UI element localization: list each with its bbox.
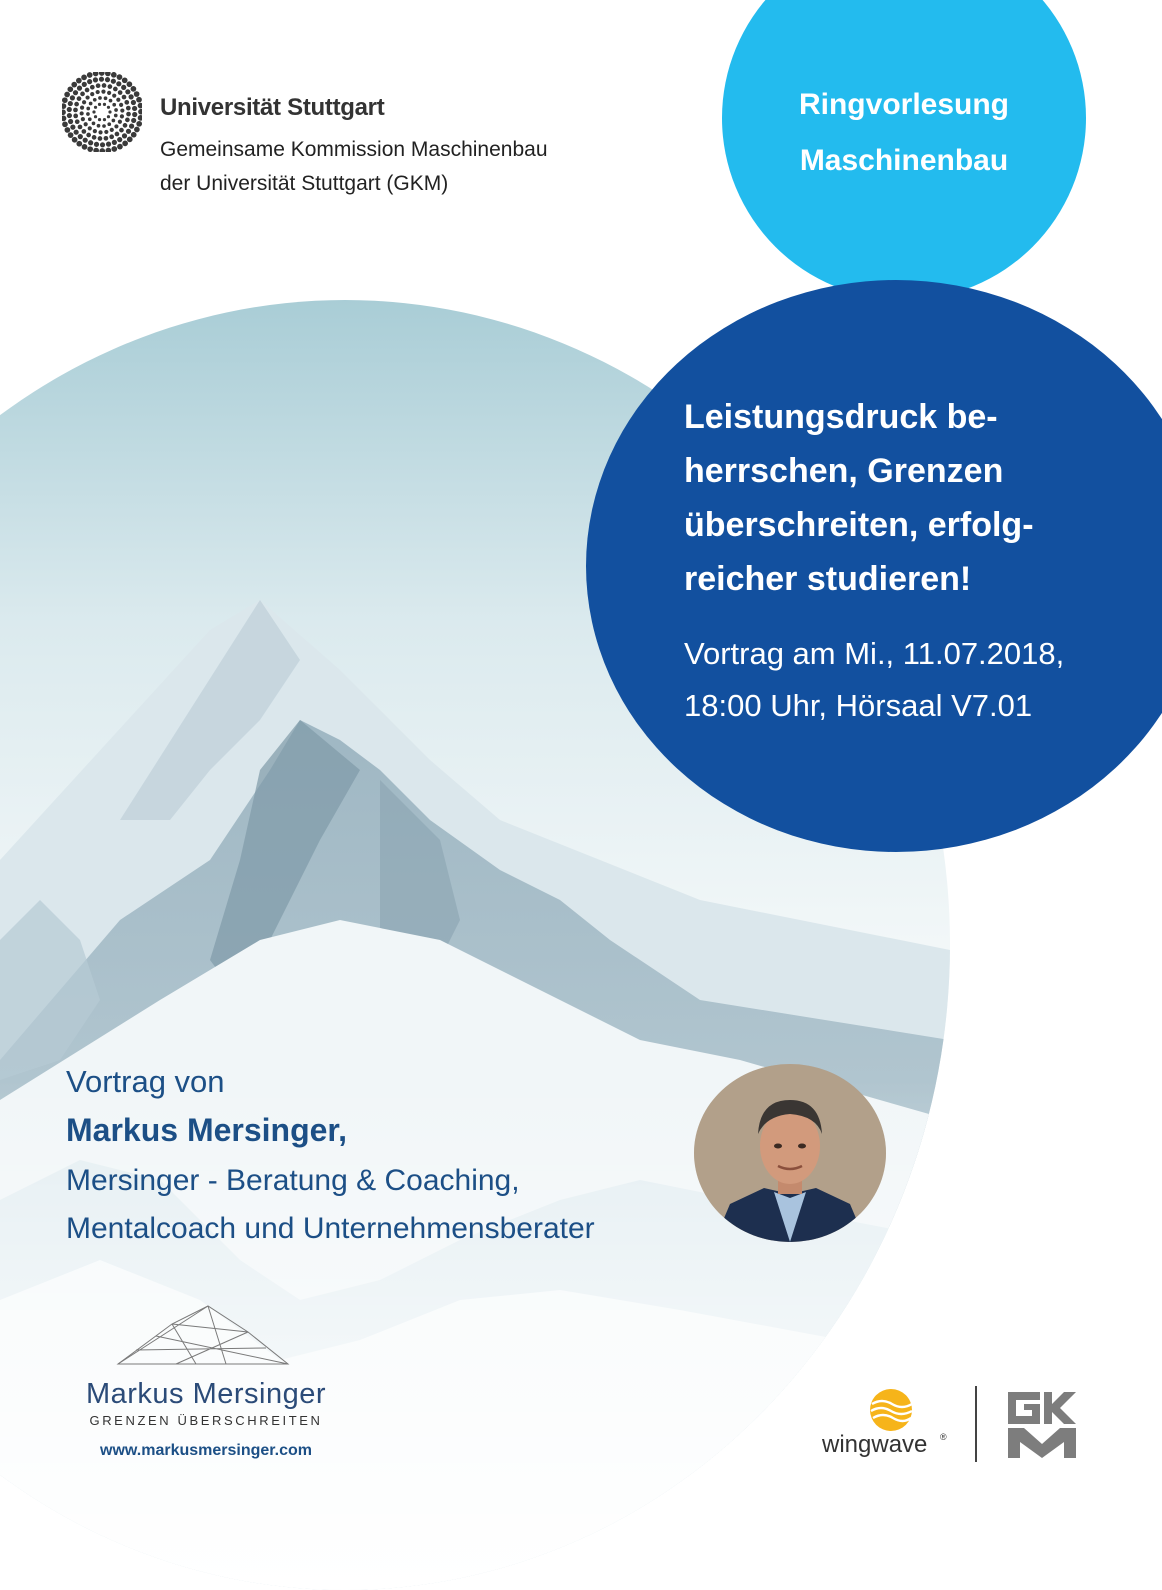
logo-dot <box>109 134 114 139</box>
logo-dot <box>90 92 94 96</box>
logo-dot <box>90 85 95 90</box>
logo-dot <box>111 79 116 84</box>
logo-dot <box>113 87 118 92</box>
logo-dot <box>93 148 99 152</box>
logo-dot <box>86 112 90 116</box>
logo-dot <box>111 72 117 78</box>
logo-dot <box>62 97 68 103</box>
speaker-company: Mersinger - Beratung & Coaching, <box>66 1164 520 1197</box>
logo-dot <box>98 130 102 134</box>
logo-dot <box>81 75 87 81</box>
logo-dot <box>74 130 79 135</box>
logo-dot <box>99 148 105 152</box>
logo-dot <box>134 127 140 133</box>
logo-dot <box>112 94 116 98</box>
logo-dot <box>103 103 106 106</box>
speaker-portrait <box>694 1064 886 1242</box>
logo-dot <box>117 144 123 150</box>
logo-dot <box>62 121 68 127</box>
logo-dot <box>99 72 105 76</box>
talk-date-line-1: Vortrag am Mi., 11.07.2018, <box>684 636 1065 671</box>
logo-dot <box>64 92 70 98</box>
logo-dot <box>78 134 83 139</box>
logo-dot <box>93 129 97 133</box>
logo-dot <box>97 124 101 128</box>
logo-dot <box>126 129 131 134</box>
logo-dot <box>82 100 86 104</box>
logo-dot <box>104 96 108 100</box>
logo-dot <box>118 90 123 95</box>
logo-dot <box>122 141 128 147</box>
logo-dot <box>125 89 130 94</box>
logo-dot <box>127 81 133 87</box>
logo-dot <box>138 115 142 121</box>
logo-dot <box>77 96 82 101</box>
logo-dot <box>138 103 142 109</box>
logo-dot <box>62 103 66 109</box>
logo-dot <box>70 125 75 130</box>
logo-dot <box>101 90 105 94</box>
logo-dot <box>106 142 111 147</box>
logo-dot <box>120 114 124 118</box>
logo-dot <box>98 136 103 141</box>
logo-dot <box>68 132 74 138</box>
logo-dot <box>136 97 142 103</box>
wingwave-sun-icon <box>868 1388 914 1432</box>
logo-dot <box>74 102 79 107</box>
logo-dot <box>88 117 92 121</box>
logo-dot <box>62 109 66 115</box>
logo-dot <box>68 119 73 124</box>
series-title-line-1: Ringvorlesung <box>798 88 1009 121</box>
logo-dot <box>86 107 90 111</box>
gkm-logo <box>1006 1390 1078 1460</box>
speaker-role: Mentalcoach und Unternehmensberater <box>66 1212 595 1245</box>
logo-dot <box>112 119 116 123</box>
logo-dot <box>107 91 111 95</box>
logo-dot <box>117 74 123 80</box>
logo-dot <box>114 124 118 128</box>
logo-dot <box>93 98 97 102</box>
logo-dot <box>129 94 134 99</box>
logo-dot <box>119 128 124 133</box>
logo-dot <box>93 77 98 82</box>
talk-title-line-1: Leistungsdruck be- <box>684 398 998 436</box>
series-title-line-2: Maschinenbau <box>799 144 1009 177</box>
logo-dot <box>132 106 137 111</box>
logo-dot <box>111 146 117 152</box>
footer-divider <box>975 1386 977 1462</box>
logo-dot <box>119 103 123 107</box>
logo-dot <box>77 86 82 91</box>
logo-dot <box>114 114 118 118</box>
logo-dot <box>89 102 93 106</box>
logo-dot <box>108 110 111 113</box>
logo-dot <box>82 144 88 150</box>
logo-dot <box>94 115 97 118</box>
logo-dot <box>67 86 73 92</box>
logo-dot <box>92 110 95 113</box>
university-name: Universität Stuttgart <box>160 94 385 121</box>
talk-title-line-2: herrschen, Grenzen <box>684 452 1004 490</box>
logo-dot <box>72 137 78 143</box>
logo-dot <box>122 95 127 100</box>
logo-dot <box>82 129 87 134</box>
logo-dot <box>96 83 101 88</box>
logo-dot <box>62 116 66 122</box>
mersinger-tagline: GRENZEN ÜBERSCHREITEN <box>89 1413 323 1428</box>
logo-dot <box>99 77 104 82</box>
logo-dot <box>115 132 120 137</box>
wingwave-wordmark: wingwave <box>822 1431 928 1458</box>
wingwave-registered-mark: ® <box>940 1432 947 1442</box>
mersinger-mountain-logo <box>116 1302 290 1368</box>
logo-dot <box>131 118 136 123</box>
logo-dot <box>109 99 113 103</box>
logo-dot <box>120 108 124 112</box>
speaker-intro: Vortrag von <box>66 1064 225 1099</box>
logo-dot <box>100 142 105 147</box>
logo-dot <box>129 124 134 129</box>
logo-dot <box>138 109 142 115</box>
talk-date-line-2: 18:00 Uhr, Hörsaal V7.01 <box>684 688 1033 723</box>
logo-dot <box>80 106 84 110</box>
logo-dot <box>85 95 89 99</box>
logo-dot <box>87 79 92 84</box>
logo-dot <box>94 142 99 147</box>
commission-line-2: der Universität Stuttgart (GKM) <box>160 172 449 195</box>
logo-dot <box>98 96 102 100</box>
logo-dot <box>76 78 82 84</box>
logo-dot <box>65 127 71 133</box>
logo-dot <box>134 91 140 97</box>
logo-dot <box>98 103 101 106</box>
logo-dot <box>78 125 83 130</box>
logo-dot <box>112 140 117 145</box>
logo-dot <box>121 85 126 90</box>
logo-dot <box>126 106 131 111</box>
logo-dot <box>112 103 116 107</box>
speaker-name: Markus Mersinger, <box>66 1112 347 1148</box>
logo-dot <box>85 88 90 93</box>
logo-dot <box>73 108 78 113</box>
logo-dot <box>122 133 127 138</box>
logo-dot <box>106 148 112 152</box>
logo-dot <box>73 114 78 119</box>
logo-dot <box>110 128 114 132</box>
logo-dot <box>70 95 75 100</box>
logo-dot <box>67 113 72 118</box>
logo-dot <box>98 118 101 121</box>
logo-dot <box>88 126 92 130</box>
logo-dot <box>116 98 120 102</box>
logo-dot <box>86 133 91 138</box>
logo-dot <box>107 106 110 109</box>
logo-dot <box>117 137 122 142</box>
commission-line-1: Gemeinsame Kommission Maschinenbau <box>160 138 548 161</box>
logo-dot <box>68 101 73 106</box>
logo-dot <box>108 84 113 89</box>
logo-dot <box>80 92 85 97</box>
logo-dot <box>131 86 137 92</box>
logo-dot <box>131 132 137 138</box>
logo-dot <box>124 100 129 105</box>
logo-dot <box>103 118 106 121</box>
logo-dot <box>132 112 137 117</box>
logo-dot <box>87 72 93 78</box>
logo-dot <box>81 117 85 121</box>
logo-dot <box>104 136 109 141</box>
logo-dot <box>76 141 82 147</box>
logo-dot <box>107 115 110 118</box>
logo-dot <box>104 130 108 134</box>
logo-dot <box>105 72 111 76</box>
logo-dot <box>102 124 106 128</box>
logo-dot <box>105 77 110 82</box>
logo-dot <box>131 100 136 105</box>
logo-dot <box>67 107 72 112</box>
logo-dot <box>118 120 122 124</box>
logo-dot <box>126 112 131 117</box>
logo-dot <box>84 122 88 126</box>
logo-dot <box>96 90 100 94</box>
logo-dot <box>88 140 93 145</box>
logo-dot <box>73 90 78 95</box>
logo-dot <box>107 122 111 126</box>
logo-dot <box>80 111 84 115</box>
logo-dot <box>92 135 97 140</box>
logo-dot <box>93 72 99 76</box>
logo-dot <box>87 146 93 152</box>
logo-dot <box>71 82 77 88</box>
logo-dot <box>122 77 128 83</box>
logo-dot <box>116 81 121 86</box>
talk-title-line-3: überschreiten, erfolg- <box>684 506 1034 544</box>
logo-dot <box>136 121 142 127</box>
logo-dot <box>94 106 97 109</box>
university-logo <box>62 72 142 152</box>
mersinger-brand-name: Markus Mersinger <box>85 1378 327 1410</box>
logo-dot <box>102 83 107 88</box>
logo-dot <box>92 122 96 126</box>
logo-dot <box>83 138 88 143</box>
logo-dot <box>114 108 118 112</box>
logo-dot <box>123 123 128 128</box>
logo-dot <box>127 137 133 143</box>
talk-title-line-4: reicher studieren! <box>684 560 972 598</box>
logo-dot <box>82 82 87 87</box>
mersinger-website-link[interactable]: www.markusmersinger.com <box>100 1442 312 1459</box>
logo-dot <box>75 119 80 124</box>
logo-dot <box>125 118 130 123</box>
